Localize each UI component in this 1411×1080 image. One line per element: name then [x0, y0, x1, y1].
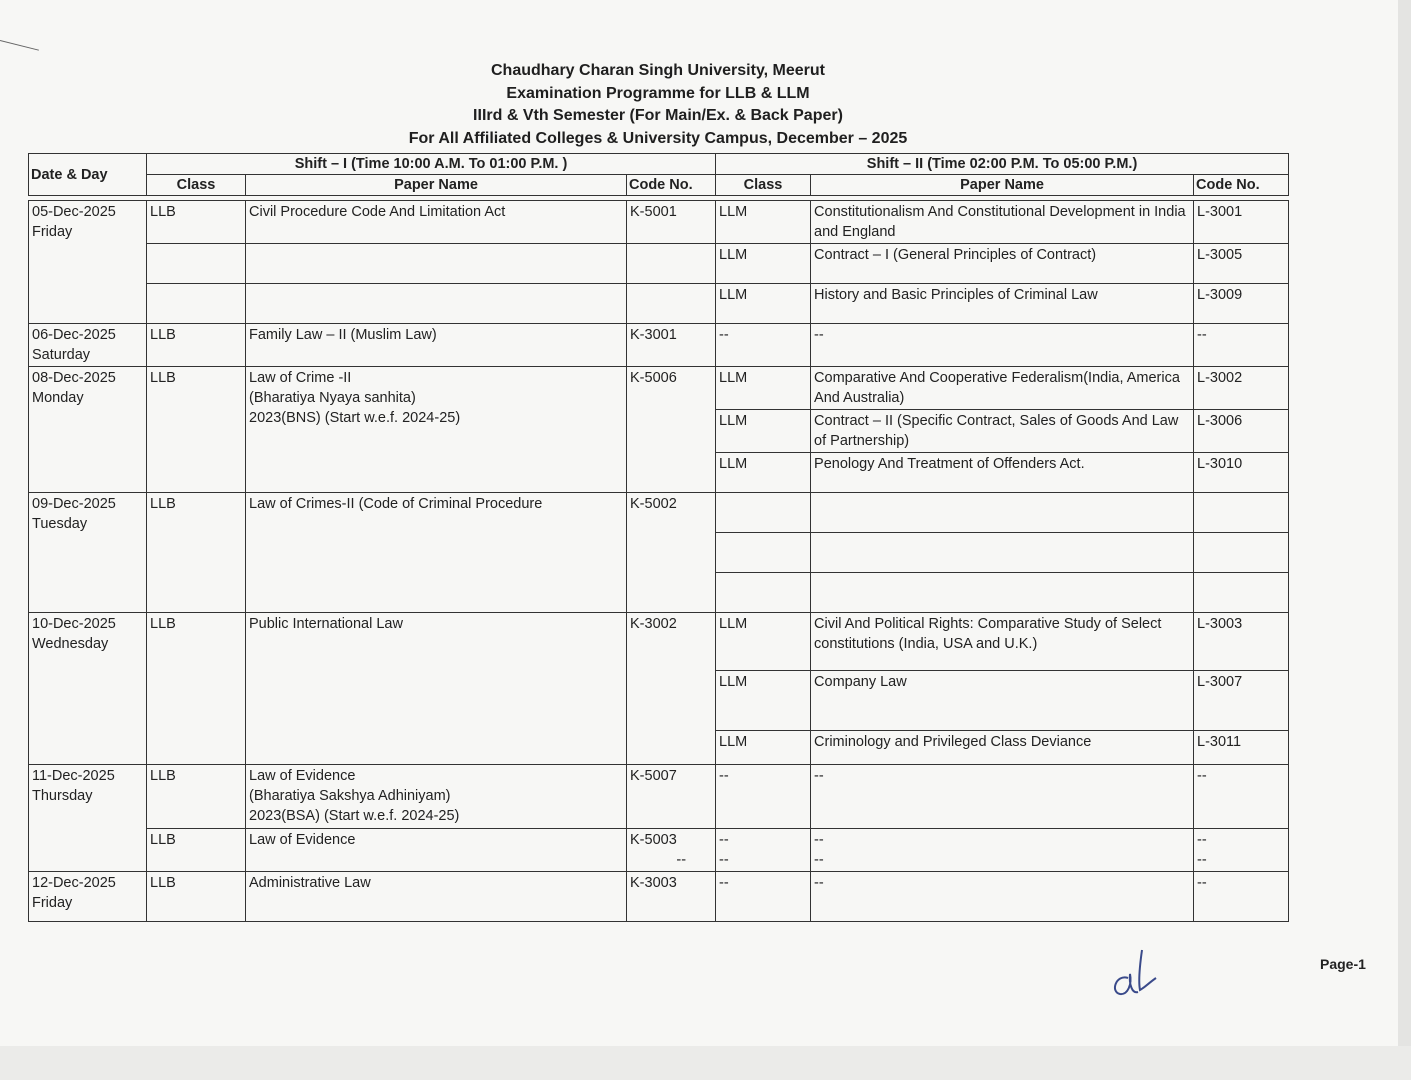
code-cell: L-3005: [1194, 244, 1289, 284]
day: Friday: [32, 224, 73, 240]
table-row: [29, 367, 1289, 410]
day: Friday: [32, 895, 73, 911]
date-cell: [29, 201, 147, 324]
class-cell: LLM: [716, 731, 811, 765]
date: 11-Dec-2025: [32, 768, 115, 784]
paper-cell: Criminology and Privileged Class Deviance: [811, 731, 1194, 765]
exam-schedule-table: [28, 153, 1289, 922]
class-cell: LLB: [147, 829, 246, 872]
date-cell: [29, 613, 147, 765]
table-row: [29, 244, 1289, 284]
col-class-2: Class: [716, 175, 811, 196]
class-cell: --: [716, 324, 811, 367]
paper-cell: History and Basic Principles of Criminal Law: [811, 284, 1194, 324]
table-row: [29, 613, 1289, 671]
code-cell: K-5002: [627, 493, 716, 613]
col-date-day: Date & Day: [29, 154, 147, 196]
day: Saturday: [32, 347, 91, 363]
code-cell: K-3003: [627, 872, 716, 922]
col-code-1: Code No.: [627, 175, 716, 196]
day: Tuesday: [32, 516, 88, 532]
paper-cell: Comparative And Cooperative Federalism(India, America And Australia): [811, 367, 1194, 410]
class-cell: LLM: [716, 244, 811, 284]
day: Monday: [32, 390, 84, 406]
table-row: [29, 324, 1289, 367]
class-cell: LLM: [716, 671, 811, 731]
class-cell: LLB: [147, 324, 246, 367]
date: 08-Dec-2025: [32, 370, 116, 386]
scan-bottom-edge: [0, 1046, 1411, 1080]
code-cell: L-3002: [1194, 367, 1289, 410]
col-shift-1: Shift – I (Time 10:00 A.M. To 01:00 P.M. ): [147, 154, 716, 175]
date: 10-Dec-2025: [32, 616, 116, 632]
col-shift-2: Shift – II (Time 02:00 P.M. To 05:00 P.M.): [716, 154, 1289, 175]
class-cell: --: [716, 872, 811, 922]
code-cell: L-3001: [1194, 201, 1289, 244]
date: 05-Dec-2025: [32, 204, 116, 220]
code-cell: K-5003 --: [627, 829, 716, 872]
col-paper-1: Paper Name: [246, 175, 627, 196]
code-cell: L-3003: [1194, 613, 1289, 671]
header-row-1: [29, 154, 1289, 175]
paper-cell: --: [811, 765, 1194, 829]
scan-page-edge: [1398, 0, 1411, 1080]
class-cell: --: [716, 765, 811, 829]
date: 12-Dec-2025: [32, 875, 116, 891]
paper-cell: Penology And Treatment of Offenders Act.: [811, 453, 1194, 493]
paper-cell: Law of Crime -II (Bharatiya Nyaya sanhita) 2023(BNS) (Start w.e.f. 2024-25): [246, 367, 627, 493]
date: 09-Dec-2025: [32, 496, 116, 512]
class-cell: LLM: [716, 410, 811, 453]
paper-cell: Family Law – II (Muslim Law): [246, 324, 627, 367]
class-cell: LLB: [147, 493, 246, 613]
paper-cell: -- --: [811, 829, 1194, 872]
date: 06-Dec-2025: [32, 327, 116, 343]
signature-mark: [1106, 944, 1166, 1000]
code-cell: --: [1194, 872, 1289, 922]
paper-cell: Law of Crimes-II (Code of Criminal Procedure: [246, 493, 627, 613]
scan-mark: [0, 40, 39, 51]
code-cell: L-3009: [1194, 284, 1289, 324]
date-cell: [29, 765, 147, 872]
code-cell: K-5006: [627, 367, 716, 493]
table-row: [29, 872, 1289, 922]
class-cell: LLM: [716, 367, 811, 410]
paper-cell: Public International Law: [246, 613, 627, 765]
code-cell: K-3002: [627, 613, 716, 765]
page-number: Page-1: [1320, 956, 1366, 972]
document-header: [300, 60, 1016, 150]
paper-cell: Contract – I (General Principles of Contract): [811, 244, 1194, 284]
paper-cell: --: [811, 324, 1194, 367]
header-row-2: [29, 175, 1289, 196]
class-cell: LLB: [147, 765, 246, 829]
code-cell: K-3001: [627, 324, 716, 367]
class-cell: LLM: [716, 201, 811, 244]
class-cell: LLB: [147, 613, 246, 765]
col-paper-2: Paper Name: [811, 175, 1194, 196]
class-cell: -- --: [716, 829, 811, 872]
date-cell: [29, 872, 147, 922]
paper-cell: Law of Evidence (Bharatiya Sakshya Adhiniyam) 2023(BSA) (Start w.e.f. 2024-25): [246, 765, 627, 829]
date-cell: [29, 367, 147, 493]
class-cell: LLB: [147, 872, 246, 922]
code-cell: K-5001: [627, 201, 716, 244]
col-code-2: Code No.: [1194, 175, 1289, 196]
semester-line: IIIrd & Vth Semester (For Main/Ex. & Back Paper): [473, 107, 843, 124]
scope-line: For All Affiliated Colleges & University Campus, December – 2025: [408, 129, 908, 147]
code-cell: L-3007: [1194, 671, 1289, 731]
class-cell: LLM: [716, 284, 811, 324]
paper-cell: --: [811, 872, 1194, 922]
code-cell: --: [1194, 324, 1289, 367]
table-row: [29, 284, 1289, 324]
code-cell: L-3011: [1194, 731, 1289, 765]
code-cell: L-3010: [1194, 453, 1289, 493]
date-cell: [29, 493, 147, 613]
table-row: [29, 765, 1289, 829]
paper-cell: Administrative Law: [246, 872, 627, 922]
day: Wednesday: [32, 636, 109, 652]
table-row: [29, 201, 1289, 244]
paper-cell: Civil Procedure Code And Limitation Act: [246, 201, 627, 244]
university-name: Chaudhary Charan Singh University, Meerut: [491, 62, 825, 79]
date-cell: [29, 324, 147, 367]
paper-cell: Law of Evidence: [246, 829, 627, 872]
table-row: [29, 829, 1289, 872]
col-class-1: Class: [147, 175, 246, 196]
day: Thursday: [32, 788, 93, 804]
class-cell: LLB: [147, 367, 246, 493]
class-cell: LLM: [716, 613, 811, 671]
paper-cell: Contract – II (Specific Contract, Sales of Goods And Law of Partnership): [811, 410, 1194, 453]
class-cell: LLB: [147, 201, 246, 244]
class-cell: LLM: [716, 453, 811, 493]
code-cell: --: [1194, 765, 1289, 829]
paper-cell: Constitutionalism And Constitutional Development in India and England: [811, 201, 1194, 244]
code-cell: L-3006: [1194, 410, 1289, 453]
table-row: [29, 493, 1289, 533]
paper-cell: Civil And Political Rights: Comparative Study of Select constitutions (India, USA and U.K.): [811, 613, 1194, 671]
programme-title: Examination Programme for LLB & LLM: [506, 84, 810, 102]
paper-cell: Company Law: [811, 671, 1194, 731]
code-cell: K-5007: [627, 765, 716, 829]
code-cell: -- --: [1194, 829, 1289, 872]
